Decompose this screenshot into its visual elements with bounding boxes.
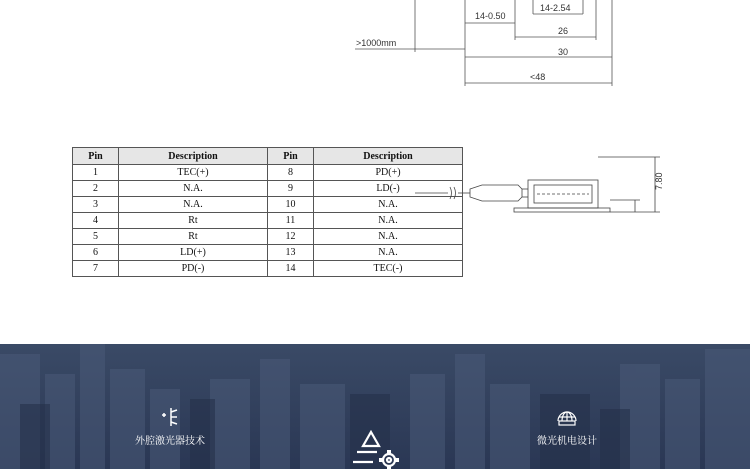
pin-number: 11 [268,213,314,229]
header-pin-2: Pin [268,148,314,165]
feature-external-cavity-laser [125,406,215,447]
pin-number: 4 [73,213,119,229]
table-row [73,165,463,181]
feature-label: 微光机电设计 [537,436,597,447]
pin-number: 13 [268,245,314,261]
table-row [73,181,463,197]
pin-description: LD(+) [119,245,268,261]
feature-banner [0,344,750,469]
pin-description: N.A. [119,181,268,197]
pin-number: 6 [73,245,119,261]
pin-description: PD(-) [119,261,268,277]
pin-description: N.A. [314,197,463,213]
header-description: Description [119,148,268,165]
table-row [73,245,463,261]
pin-description: N.A. [119,197,268,213]
dim-height: 7.80 [654,172,664,190]
pin-number: 14 [268,261,314,277]
dim-pitch: 14-2.54 [540,3,571,13]
pin-description: N.A. [314,229,463,245]
pin-number: 9 [268,181,314,197]
pin-table-header [73,148,463,165]
table-row [73,229,463,245]
top-view-drawing [0,0,750,95]
table-row [73,213,463,229]
pin-description: N.A. [314,213,463,229]
feature-label: 外腔激光器技术 [135,436,205,447]
pin-number: 2 [73,181,119,197]
dim-offset: 14-0.50 [475,11,506,21]
pin-description: LD(-) [314,181,463,197]
pin-number: 7 [73,261,119,277]
pin-number: 3 [73,197,119,213]
laser-icon [159,406,181,428]
pin-description: Rt [119,229,268,245]
globe-mems-icon [555,406,579,428]
pin-description: Rt [119,213,268,229]
pin-number: 5 [73,229,119,245]
dim-48: <48 [530,72,546,82]
dim-30: 30 [558,47,569,57]
dim-fiber-length: >1000mm [356,38,397,48]
pin-number: 10 [268,197,314,213]
side-view-drawing [410,145,670,235]
triangle-gear-icon [347,430,403,469]
pin-table [72,147,463,277]
dim-26: 26 [558,26,569,36]
header-description-2: Description [314,148,463,165]
table-row [73,197,463,213]
pin-description: PD(+) [314,165,463,181]
feature-micro-optical-mems [522,406,612,447]
pin-description: TEC(-) [314,261,463,277]
pin-number: 12 [268,229,314,245]
header-pin: Pin [73,148,119,165]
pin-number: 8 [268,165,314,181]
pin-description: TEC(+) [119,165,268,181]
pin-description: N.A. [314,245,463,261]
pin-number: 1 [73,165,119,181]
table-row [73,261,463,277]
